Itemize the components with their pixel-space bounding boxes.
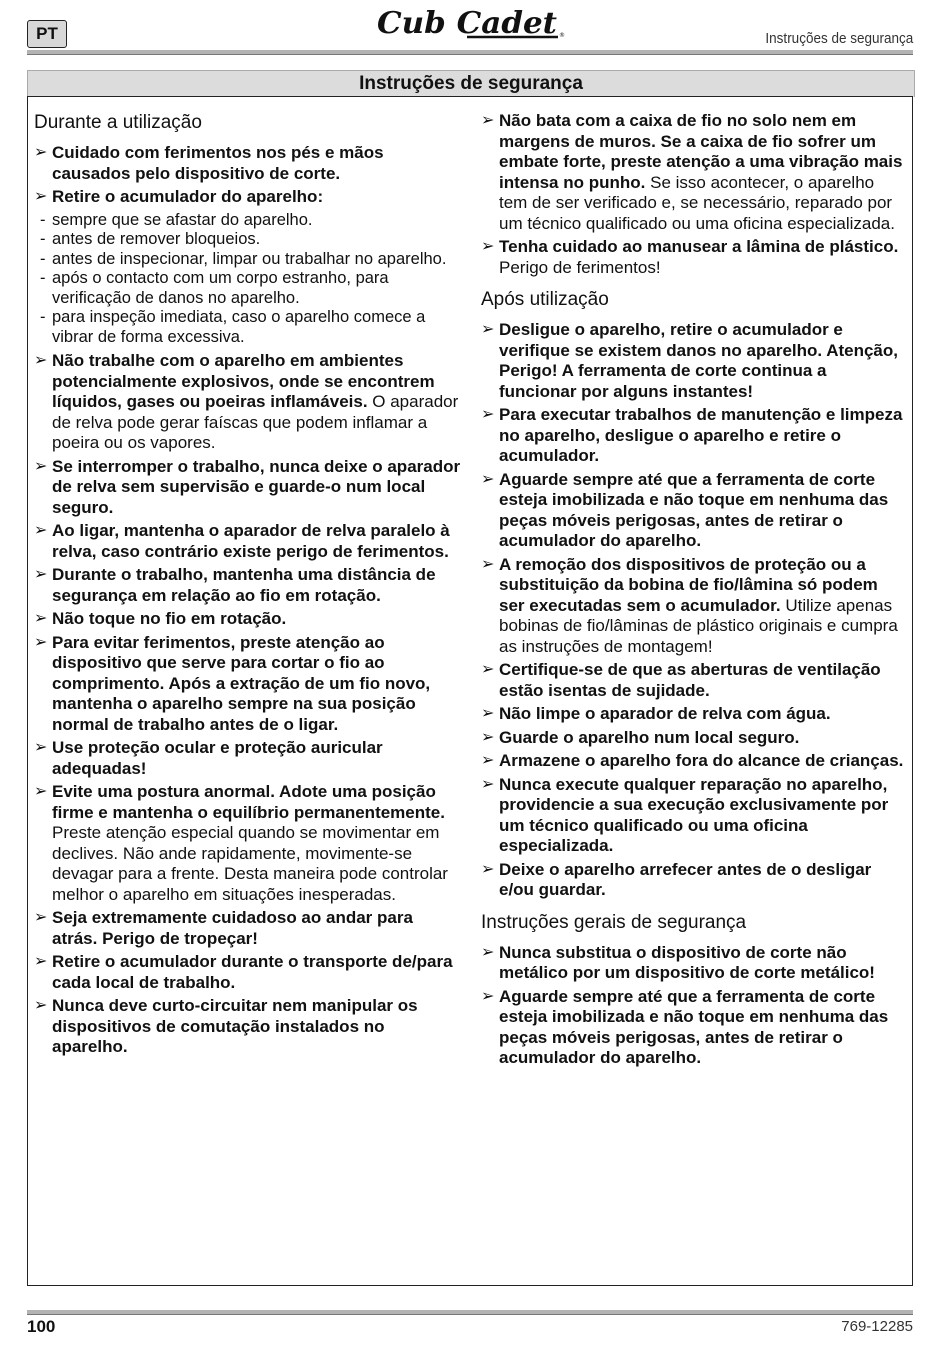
safety-item-bold-text: Não limpe o aparador de relva com água. bbox=[499, 704, 831, 723]
left-item-list bbox=[34, 143, 462, 208]
heading-after-use: Após utilização bbox=[481, 289, 609, 310]
safety-item-text: O aparador de relva pode gerar faíscas que podem inflamar a poeira ou os vapores. bbox=[52, 392, 459, 452]
safety-item bbox=[481, 704, 906, 725]
footer-divider bbox=[27, 1310, 913, 1315]
safety-item bbox=[481, 320, 906, 402]
safety-item-bold-text: Retire o acumulador do aparelho: bbox=[52, 187, 324, 206]
safety-item-bold-text: Deixe o aparelho arrefecer antes de o desligar e/ou guardar. bbox=[499, 859, 872, 899]
sub-item bbox=[34, 211, 462, 231]
sub-item-text: antes de inspecionar, limpar ou trabalhar no aparelho. bbox=[52, 249, 447, 268]
arrow-bullet-icon: ➢ bbox=[481, 943, 495, 961]
header-section-title: Instruções de segurança bbox=[765, 30, 913, 47]
dash-bullet-icon: - bbox=[40, 210, 46, 229]
content-box bbox=[27, 96, 913, 1286]
safety-item-bold-text: Use proteção ocular e proteção auricular adequadas! bbox=[52, 738, 383, 778]
safety-item bbox=[34, 996, 462, 1058]
safety-item bbox=[34, 782, 462, 905]
safety-item-bold-text: Ao ligar, mantenha o aparador de relva paralelo à relva, caso contrário existe perigo de ferimentos. bbox=[52, 521, 450, 561]
arrow-bullet-icon: ➢ bbox=[481, 987, 495, 1005]
safety-item-bold-text: Aguarde sempre até que a ferramenta de corte esteja imobilizada e não toque em nenhuma das peças móveis perigosas, antes de retirar o acumulador do aparelho. bbox=[499, 469, 889, 550]
safety-item-bold-text: Não bata com a caixa de fio no solo nem em margens de muros. Se a caixa de fio sofrer um embate forte, preste atenção a uma vibração mais intensa no punho. bbox=[499, 111, 903, 192]
left-sub-list bbox=[34, 211, 462, 348]
safety-item bbox=[34, 143, 462, 184]
safety-item bbox=[481, 555, 906, 658]
left-column bbox=[34, 111, 462, 1061]
arrow-bullet-icon: ➢ bbox=[34, 739, 48, 756]
svg-text:Cub Cadet: Cub Cadet bbox=[377, 6, 558, 41]
arrow-bullet-icon: ➢ bbox=[481, 238, 495, 255]
safety-item-bold-text: Nunca execute qualquer reparação no aparelho, providencie a sua execução exclusivamente por um técnico qualificado ou uma oficina especializada. bbox=[499, 774, 889, 855]
arrow-bullet-icon: ➢ bbox=[34, 633, 48, 651]
safety-item bbox=[481, 405, 906, 467]
right-item-list-top bbox=[481, 111, 906, 278]
safety-item-bold-text: Retire o acumulador durante o transporte de/para cada local de trabalho. bbox=[52, 952, 453, 992]
safety-item-bold-text: Aguarde sempre até que a ferramenta de corte esteja imobilizada e não toque em nenhuma das peças móveis perigosas, antes de retirar o acumulador do aparelho. bbox=[499, 986, 889, 1067]
sub-item bbox=[34, 230, 462, 250]
dash-bullet-icon: - bbox=[40, 308, 46, 326]
sub-item bbox=[34, 250, 462, 270]
sub-item-text: sempre que se afastar do aparelho. bbox=[52, 210, 313, 229]
sub-item bbox=[34, 308, 462, 347]
safety-item-text: Preste atenção especial quando se movimentar em declives. Não ande rapidamente, movimente-se devagar para a frente. Desta maneira pode controlar melhor o aparelho em situações inesperadas. bbox=[52, 823, 448, 904]
right-item-list-after bbox=[481, 320, 906, 901]
safety-item-bold-text: Evite uma postura anormal. Adote uma posição firme e mantenha o equilíbrio permanentemente. bbox=[52, 782, 445, 822]
safety-item bbox=[34, 738, 462, 779]
language-badge: PT bbox=[27, 20, 67, 48]
safety-item bbox=[481, 860, 906, 901]
arrow-bullet-icon: ➢ bbox=[34, 953, 48, 970]
safety-item bbox=[34, 565, 462, 606]
arrow-bullet-icon: ➢ bbox=[34, 144, 48, 161]
safety-item bbox=[481, 660, 906, 701]
safety-item-bold-text: Para evitar ferimentos, preste atenção ao dispositivo que serve para cortar o fio ao comprimento. Após a extração de um fio novo, mantenha o aparelho sempre na sua posição normal de trabalho antes de o ligar. bbox=[52, 632, 431, 734]
arrow-bullet-icon: ➢ bbox=[481, 705, 495, 722]
heading-general-safety: Instruções gerais de segurança bbox=[481, 911, 747, 933]
arrow-bullet-icon: ➢ bbox=[34, 997, 48, 1014]
safety-item bbox=[34, 521, 462, 562]
safety-item-bold-text: Durante o trabalho, mantenha uma distância de segurança em relação ao fio em rotação. bbox=[52, 565, 436, 605]
safety-item bbox=[34, 457, 462, 519]
arrow-bullet-icon: ➢ bbox=[481, 752, 495, 769]
heading-during-use: Durante a utilização bbox=[34, 112, 202, 133]
safety-item bbox=[481, 237, 906, 278]
brand-logo bbox=[375, 2, 570, 44]
sub-item-text: antes de remover bloqueios. bbox=[52, 230, 261, 248]
page-number: 100 bbox=[27, 1317, 56, 1336]
arrow-bullet-icon: ➢ bbox=[481, 321, 495, 338]
sub-item bbox=[34, 269, 462, 308]
safety-item bbox=[481, 751, 906, 772]
safety-item-bold-text: Nunca substitua o dispositivo de corte não metálico por um dispositivo de corte metálico! bbox=[499, 942, 875, 982]
arrow-bullet-icon: ➢ bbox=[481, 406, 495, 423]
safety-item-bold-text: Tenha cuidado ao manusear a lâmina de plástico. bbox=[499, 237, 899, 256]
safety-item bbox=[34, 609, 462, 630]
safety-item-bold-text: Para executar trabalhos de manutenção e limpeza no aparelho, desligue o aparelho e retire o acumulador. bbox=[499, 405, 903, 465]
right-item-list-general bbox=[481, 943, 906, 1069]
page-title: Instruções de segurança bbox=[27, 70, 915, 97]
arrow-bullet-icon: ➢ bbox=[481, 728, 495, 746]
safety-item bbox=[481, 987, 906, 1069]
brand-logo-icon bbox=[375, 2, 570, 44]
safety-item-bold-text: A remoção dos dispositivos de proteção ou a substituição da bobina de fio/lâmina só podem ser executadas sem o acumulador. bbox=[499, 554, 878, 615]
dash-bullet-icon: - bbox=[40, 249, 46, 268]
safety-item-text: Perigo de ferimentos! bbox=[499, 257, 661, 277]
safety-item-bold-text: Certifique-se de que as aberturas de ventilação estão isentas de sujidade. bbox=[499, 660, 881, 700]
safety-item-bold-text: Não trabalhe com o aparelho em ambientes potencialmente explosivos, onde se encontrem líquidos, gases ou poeiras inflamáveis. bbox=[52, 351, 435, 411]
safety-item-bold-text: Guarde o aparelho num local seguro. bbox=[499, 727, 800, 747]
dash-bullet-icon: - bbox=[40, 230, 46, 248]
safety-item bbox=[481, 943, 906, 984]
arrow-bullet-icon: ➢ bbox=[34, 522, 48, 539]
svg-text:®: ® bbox=[559, 32, 565, 39]
safety-item bbox=[34, 908, 462, 949]
safety-item bbox=[481, 111, 906, 234]
arrow-bullet-icon: ➢ bbox=[34, 909, 48, 926]
safety-item bbox=[481, 728, 906, 749]
safety-item bbox=[481, 775, 906, 857]
document-number: 769-12285 bbox=[841, 1318, 913, 1335]
safety-item bbox=[481, 470, 906, 552]
arrow-bullet-icon: ➢ bbox=[481, 112, 495, 129]
arrow-bullet-icon: ➢ bbox=[34, 566, 48, 583]
left-item-list-2 bbox=[34, 351, 462, 1058]
safety-item-bold-text: Armazene o aparelho fora do alcance de crianças. bbox=[499, 751, 904, 770]
arrow-bullet-icon: ➢ bbox=[481, 470, 495, 488]
arrow-bullet-icon: ➢ bbox=[34, 188, 48, 205]
safety-item-bold-text: Seja extremamente cuidadoso ao andar para atrás. Perigo de tropeçar! bbox=[52, 908, 413, 948]
dash-bullet-icon: - bbox=[40, 269, 46, 287]
safety-item-bold-text: Desligue o aparelho, retire o acumulador e verifique se existem danos no aparelho. Atenção, Perigo! A ferramenta de corte continua a funcionar por alguns instantes! bbox=[499, 320, 898, 401]
arrow-bullet-icon: ➢ bbox=[34, 457, 48, 475]
safety-item bbox=[34, 351, 462, 454]
safety-item-bold-text: Se interromper o trabalho, nunca deixe o aparador de relva sem supervisão e guarde-o num local seguro. bbox=[52, 456, 461, 517]
arrow-bullet-icon: ➢ bbox=[481, 555, 495, 573]
header-divider bbox=[27, 50, 913, 55]
safety-item bbox=[34, 187, 462, 208]
arrow-bullet-icon: ➢ bbox=[481, 860, 495, 878]
sub-item-text: após o contacto com um corpo estranho, para verificação de danos no aparelho. bbox=[52, 269, 389, 307]
arrow-bullet-icon: ➢ bbox=[34, 352, 48, 369]
arrow-bullet-icon: ➢ bbox=[481, 661, 495, 678]
safety-item-bold-text: Cuidado com ferimentos nos pés e mãos causados pelo dispositivo de corte. bbox=[52, 143, 384, 183]
safety-item-text: Utilize apenas bobinas de fio/lâminas de plástico originais e cumpra as instruções de montagem! bbox=[499, 595, 898, 656]
arrow-bullet-icon: ➢ bbox=[34, 610, 48, 627]
safety-item-bold-text: Nunca deve curto-circuitar nem manipular os dispositivos de comutação instalados no aparelho. bbox=[52, 996, 418, 1056]
arrow-bullet-icon: ➢ bbox=[481, 775, 495, 793]
arrow-bullet-icon: ➢ bbox=[34, 783, 48, 800]
safety-item-text: Se isso acontecer, o aparelho tem de ser verificado e, se necessário, reparado por um técnico qualificado ou uma oficina especializada. bbox=[499, 172, 895, 233]
sub-item-text: para inspeção imediata, caso o aparelho comece a vibrar de forma excessiva. bbox=[52, 308, 426, 346]
safety-item bbox=[34, 952, 462, 993]
safety-item bbox=[34, 633, 462, 736]
right-column bbox=[481, 111, 906, 1072]
safety-item-bold-text: Não toque no fio em rotação. bbox=[52, 609, 287, 628]
